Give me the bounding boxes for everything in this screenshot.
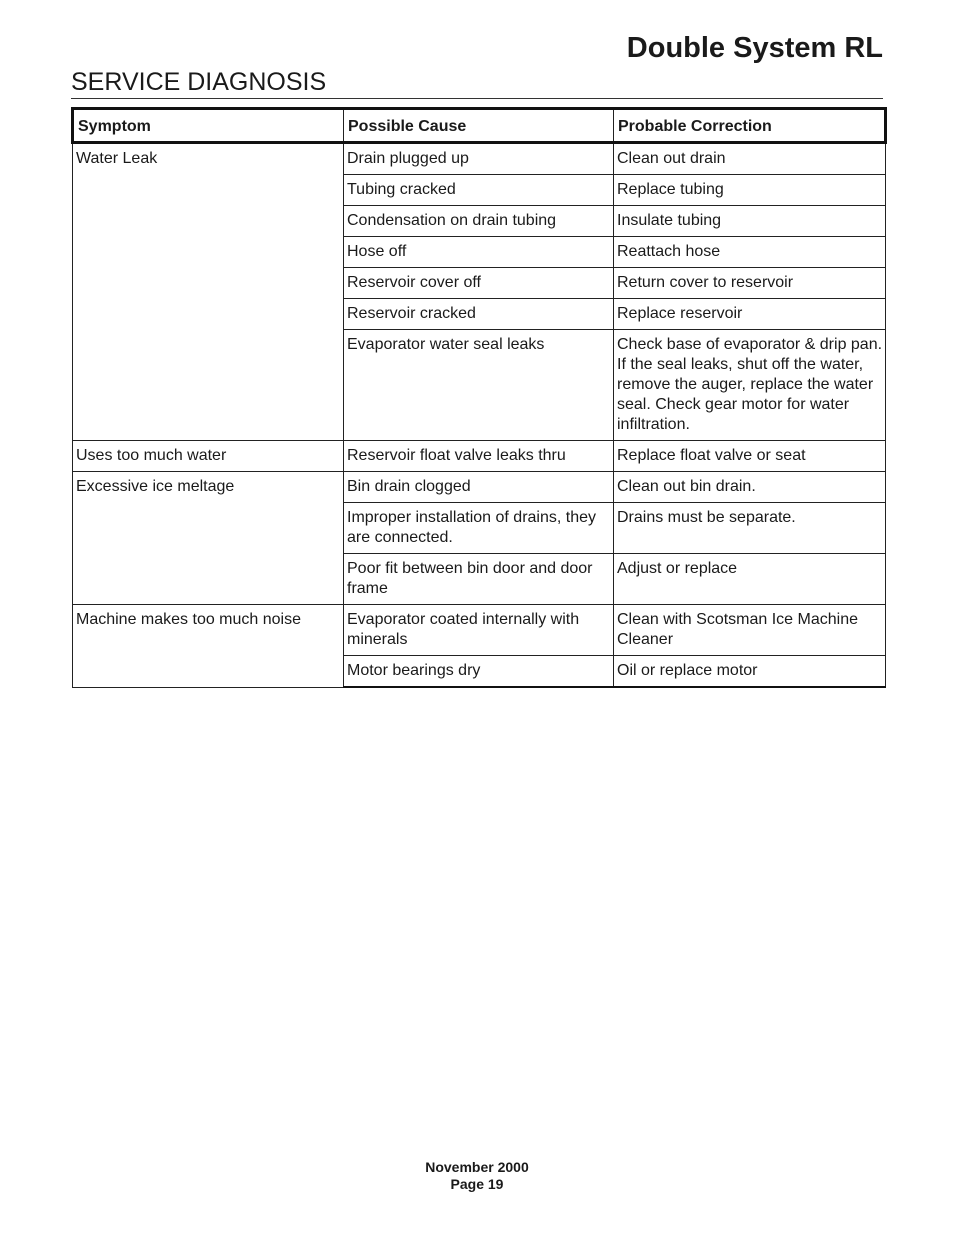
document-title: Double System RL [626, 32, 883, 64]
cause-cell: Condensation on drain tubing [344, 206, 614, 237]
section-title: SERVICE DIAGNOSIS [71, 68, 327, 96]
symptom-cell: Water Leak [73, 143, 344, 441]
cause-cell: Reservoir float valve leaks thru [344, 441, 614, 472]
correction-cell: Replace reservoir [614, 299, 886, 330]
column-header-probable-correction: Probable Correction [614, 109, 886, 143]
correction-cell: Adjust or replace [614, 554, 886, 605]
cause-cell: Reservoir cover off [344, 268, 614, 299]
footer-date: November 2000 [425, 1159, 529, 1175]
symptom-cell: Uses too much water [73, 441, 344, 472]
table-row [73, 472, 886, 503]
cause-cell: Drain plugged up [344, 143, 614, 175]
correction-cell: Replace tubing [614, 175, 886, 206]
table-row [73, 441, 886, 472]
correction-cell: Return cover to reservoir [614, 268, 886, 299]
table-row [73, 605, 886, 656]
correction-cell: Insulate tubing [614, 206, 886, 237]
cause-cell: Poor fit between bin door and door frame [344, 554, 614, 605]
symptom-cell: Excessive ice meltage [73, 472, 344, 605]
correction-cell: Replace float valve or seat [614, 441, 886, 472]
correction-cell: Drains must be separate. [614, 503, 886, 554]
title-divider [71, 98, 883, 99]
cause-cell: Motor bearings dry [344, 656, 614, 688]
symptom-cell: Machine makes too much noise [73, 605, 344, 688]
column-header-possible-cause: Possible Cause [344, 109, 614, 143]
footer-page-number: Page 19 [450, 1176, 504, 1192]
cause-cell: Evaporator water seal leaks [344, 330, 614, 441]
correction-cell: Oil or replace motor [614, 656, 886, 688]
cause-cell: Improper installation of drains, they are connected. [344, 503, 614, 554]
cause-cell: Evaporator coated internally with minerals [344, 605, 614, 656]
cause-cell: Reservoir cracked [344, 299, 614, 330]
cause-cell: Tubing cracked [344, 175, 614, 206]
cause-cell: Bin drain clogged [344, 472, 614, 503]
correction-cell: Clean out bin drain. [614, 472, 886, 503]
table-header-row [73, 109, 886, 143]
correction-cell: Reattach hose [614, 237, 886, 268]
table-row [73, 143, 886, 175]
correction-cell: Clean out drain [614, 143, 886, 175]
correction-cell: Check base of evaporator & drip pan. If the seal leaks, shut off the water, remove the auger, replace the water seal. Check gear motor for water infiltration. [614, 330, 886, 441]
correction-cell: Clean with Scotsman Ice Machine Cleaner [614, 605, 886, 656]
column-header-symptom: Symptom [73, 109, 344, 143]
cause-cell: Hose off [344, 237, 614, 268]
page-footer [0, 1159, 954, 1193]
service-diagnosis-table [71, 107, 887, 688]
